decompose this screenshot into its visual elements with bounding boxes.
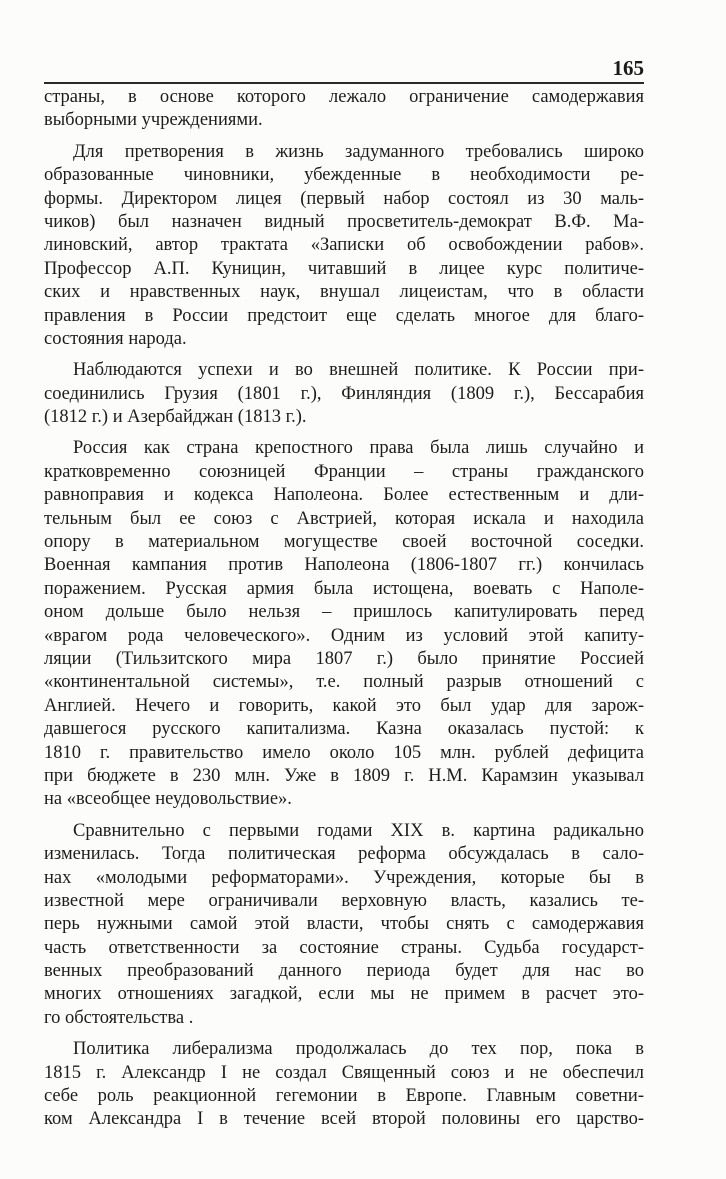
text-line: нах «молодыми реформаторами». Учреждения, которые бы в [44, 867, 644, 888]
text-line: «врагом рода человеческого». Одним из условий этой капиту- [44, 625, 644, 646]
text-line: линовский, автор трактата «Записки об освобождении рабов». [44, 235, 644, 256]
paragraph [44, 1038, 644, 1132]
text-line: Англией. Нечего и говорить, какой это был удар для зарож- [44, 695, 644, 716]
text-line: правления в России предстоит еще сделать многое для благо- [44, 305, 644, 326]
text-line: при бюджете в 230 млн. Уже в 1809 г. Н.М. Карамзин указывал [44, 765, 644, 786]
text-line: выборными учреждениями. [44, 110, 263, 131]
text-line: перь нужными самой этой власти, чтобы снять с самодержавия [44, 914, 644, 935]
text-line: себе роль реакционной гегемонии в Европе. Главным советни- [44, 1086, 644, 1107]
paragraph [44, 86, 644, 133]
text-line: давшегося русского капитализма. Казна оказалась пустой: к [44, 719, 644, 740]
text-line: Политика либерализма продолжалась до тех пор, пока в [73, 1039, 644, 1060]
text-line: «континентальной системы», т.е. полный разрыв отношений с [44, 672, 644, 693]
page-number: 165 [612, 56, 644, 80]
text-line: формы. Директором лицея (первый набор состоял из 30 маль- [44, 188, 644, 209]
text-line: известной мере ограничивали верховную власть, казались те- [44, 890, 644, 911]
paragraph [44, 359, 644, 429]
text-line: го обстоятельства . [44, 1007, 194, 1028]
paragraph [44, 141, 644, 352]
text-line: кратковременно союзницей Франции – страны гражданского [44, 461, 644, 482]
header-rule [44, 82, 644, 84]
text-line: Сравнительно с первыми годами XIX в. картина радикально [73, 820, 644, 841]
text-line: равноправия и кодекса Наполеона. Более естественным и дли- [44, 485, 644, 506]
text-line: Наблюдаются успехи и во внешней политике. К России при- [73, 360, 644, 381]
text-line: Военная кампания против Наполеона (1806-1807 гг.) кончилась [44, 555, 644, 576]
text-line: Россия как страна крепостного права была лишь случайно и [73, 438, 644, 459]
text-line: на «всеобщее неудовольствие». [44, 789, 292, 810]
text-line: соединились Грузия (1801 г.), Финляндия (1809 г.), Бессарабия [44, 383, 644, 404]
text-line: Для претворения в жизнь задуманного требовались широко [73, 141, 644, 162]
paragraph [44, 437, 644, 811]
text-line: тельным был ее союз с Австрией, которая искала и находила [44, 508, 644, 529]
paragraph [44, 820, 644, 1031]
text-line: изменилась. Тогда политическая реформа обсуждалась в сало- [44, 844, 644, 865]
text-line: оном дольше было нельзя – пришлось капитулировать перед [44, 602, 644, 623]
text-line: опору в материальном могуществе своей восточной соседки. [44, 532, 644, 553]
text-line: Профессор А.П. Куницин, читавший в лицее курс политиче- [44, 258, 644, 279]
text-line: страны, в основе которого лежало ограничение самодержавия [44, 87, 644, 107]
text-line: многих отношениях загадкой, если мы не примем в расчет это- [44, 984, 644, 1005]
text-line: 1810 г. правительство имело около 105 млн. рублей дефицита [44, 742, 644, 763]
body-text [44, 86, 644, 1140]
text-line: венных преобразований данного периода будет для нас во [44, 961, 644, 982]
text-line: (1812 г.) и Азербайджан (1813 г.). [44, 407, 307, 428]
text-line: образованные чиновники, убежденные в необходимости ре- [44, 165, 644, 186]
text-line: ских и нравственных наук, внушал лицеистам, что в области [44, 282, 644, 303]
text-line: ком Александра I в течение всей второй половины его царство- [44, 1109, 644, 1130]
text-line: поражением. Русская армия была истощена, воевать с Наполе- [44, 578, 644, 599]
text-line: ляции (Тильзитского мира 1807 г.) было принятие Россией [44, 648, 644, 669]
text-line: часть ответственности за состояние страны. Судьба государст- [44, 937, 644, 958]
text-line: 1815 г. Александр I не создал Священный союз и не обеспечил [44, 1062, 644, 1083]
text-line: чиков) был назначен видный просветитель-демократ В.Ф. Ма- [44, 211, 644, 232]
text-line: состояния народа. [44, 328, 187, 349]
